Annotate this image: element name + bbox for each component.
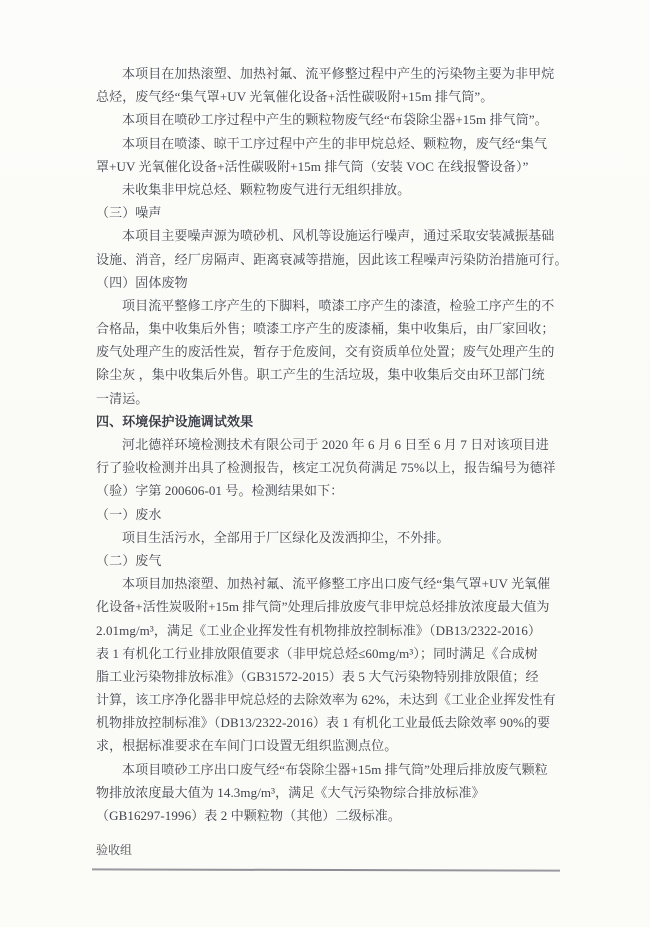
footer-group-label: 验收组	[96, 843, 133, 857]
text-line: 脂工业污染物排放标准》（GB31572-2015）表 5 大气污染物特别排放限值；经	[96, 668, 539, 684]
text-line: 2.01mg/m³，满足《工业企业挥发性有机物排放控制标准》（DB13/2322-2016）	[96, 622, 542, 638]
text-line: 机物排放控制标准》（DB13/2322-2016）表 1 有机化工业最低去除效率 90%的要	[96, 715, 551, 731]
text-line: 计算，该工序净化器非甲烷总烃的去除效率为 62%，未达到《工业企业挥发性有	[96, 692, 556, 708]
text-line: 化设备+活性炭吸附+15m 排气筒”处理后排放废气非甲烷总烃排放浓度最大值为	[96, 599, 550, 615]
text-line: （四）固体废物	[96, 274, 188, 290]
text-line: 未收集非甲烷总烃、颗粒物废气进行无组织排放。	[122, 181, 411, 197]
text-line: 合格品，集中收集后外售；喷漆工序产生的废漆桶，集中收集后，由厂家回收；	[96, 321, 555, 337]
text-line: 本项目喷砂工序出口废气经“布袋除尘器+15m 排气筒”处理后排放废气颗粒	[122, 761, 548, 777]
footer-divider	[92, 868, 560, 871]
text-line: 本项目在加热滚塑、加热衬氟、流平修整过程中产生的污染物主要为非甲烷	[122, 66, 555, 81]
text-line: 求，根据标准要求在车间门口设置无组织监测点位。	[96, 738, 398, 754]
text-line: 废气处理产生的废活性炭，暂存于危废间，交有资质单位处置；废气处理产生的	[96, 344, 555, 360]
text-line: 一清运。	[96, 390, 149, 406]
text-line: （一）废水	[96, 506, 162, 522]
text-line: 设施、消音，经厂房隔声、距离衰减等措施，因此该工程噪声污染防治措施可行。	[96, 251, 568, 267]
text-line: 项目流平整修工序产生的下脚料，喷漆工序产生的漆渣，检验工序产生的不	[122, 297, 555, 313]
text-line: （二）废气	[96, 552, 162, 568]
text-line: 本项目加热滚塑、加热衬氟、流平修整工序出口废气经“集气罩+UV 光氧催	[122, 576, 551, 592]
text-line: 河北德祥环境检测技术有限公司于 2020 年 6 月 6 日至 6 月 7 日对该项目进	[122, 437, 549, 452]
text-line: 总烃，废气经“集气罩+UV 光氧催化设备+活性碳吸附+15m 排气筒”。	[96, 89, 494, 105]
text-line: 本项目主要噪声源为喷砂机、风机等设施运行噪声，通过采取安装减振基础	[122, 228, 555, 244]
text-line: （验）字第 200606-01 号。检测结果如下：	[96, 483, 344, 499]
text-line: 除尘灰 ，集中收集后外售。职工产生的生活垃圾，集中收集后交由环卫部门统	[96, 367, 545, 383]
text-line: 罩+UV 光氧催化设备+活性碳吸附+15m 排气筒（安装 VOC 在线报警设备）”	[96, 158, 529, 174]
text-line: 本项目在喷漆、晾干工序过程中产生的非甲烷总烃、颗粒物，废气经“集气	[122, 135, 548, 151]
document-body	[96, 62, 566, 827]
text-line: 项目生活污水，全部用于厂区绿化及泼洒抑尘，不外排。	[122, 529, 450, 545]
text-line: 表 1 有机化工行业排放限值要求（非甲烷总烃≤60mg/m³）；同时满足《合成树	[96, 645, 538, 661]
section-heading: 四、环境保护设施调试效果	[96, 413, 254, 429]
text-line: 物排放浓度最大值为 14.3mg/m³，满足《大气污染物综合排放标准》	[96, 784, 485, 800]
text-line: （三）噪声	[96, 205, 162, 221]
text-line: （GB16297-1996）表 2 中颗粒物（其他）二级标准。	[96, 808, 401, 823]
text-line: 行了验收检测并出具了检测报告，核定工况负荷满足 75%以上，报告编号为德祥	[96, 460, 556, 476]
text-line: 本项目在喷砂工序过程中产生的颗粒物废气经“布袋除尘器+15m 排气筒”。	[122, 112, 548, 128]
